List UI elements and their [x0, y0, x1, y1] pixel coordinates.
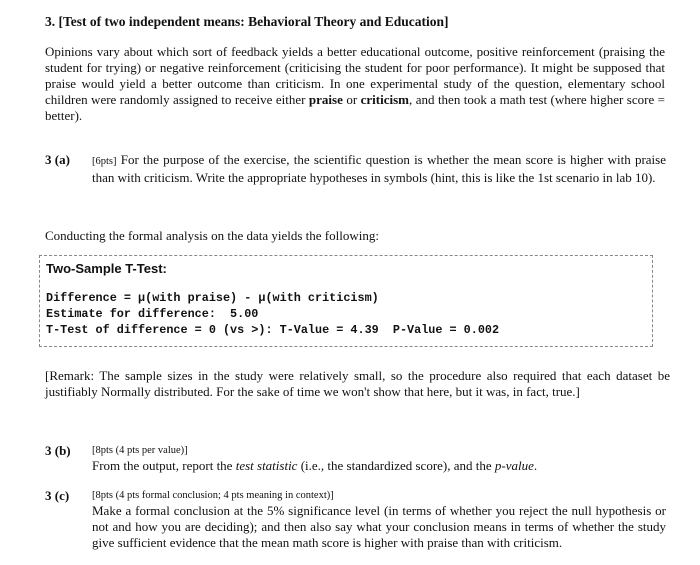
- part-a-number: 3 (a): [45, 152, 70, 167]
- ttest-output-line-difference: Difference = μ(with praise) - μ(with criticism): [46, 291, 379, 305]
- ttest-output-line-ttest: T-Test of difference = 0 (vs >): T-Value = 4.39 P-Value = 0.002: [46, 323, 500, 337]
- part-b-number: 3 (b): [45, 443, 71, 458]
- part-b-italic-p-value: p-value: [494, 458, 534, 473]
- part-a-points: [6pts]: [92, 156, 117, 167]
- intro-text-1: Opinions vary about which sort of feedback yields a better educational outcome, positive reinforcement (praising the student for trying) or negative reinforcement (criticising the student for poor performance). It might be supposed that praise would yield a better outcome than criticism. In one experimental study of the question, elementary school children were randomly assigned to receive either: [45, 44, 665, 107]
- part-c-number: 3 (c): [45, 488, 70, 503]
- ttest-output-box: [39, 255, 653, 347]
- question-title: 3. [Test of two independent means: Behavioral Theory and Education]: [45, 14, 449, 29]
- ttest-output-title: Two-Sample T-Test:: [46, 261, 167, 276]
- remark-text: [Remark: The sample sizes in the study were relatively small, so the procedure also required that each dataset be justifiably Normally distributed. For the sake of time we won't show that here, but it was, in fact, true.]: [45, 368, 670, 399]
- part-b-points: [8pts (4 pts per value)]: [92, 445, 188, 456]
- part-b-text-1: From the output, report the: [92, 458, 236, 473]
- intro-bold-praise: praise: [308, 92, 343, 107]
- conducting-text: Conducting the formal analysis on the data yields the following:: [45, 228, 379, 243]
- intro-bold-criticism: criticism: [360, 92, 409, 107]
- intro-text-3: , and then took a math test (where higher score = better).: [45, 92, 666, 123]
- part-c-text: Make a formal conclusion at the 5% significance level (in terms of whether you reject the null hypothesis or not and how you are deciding); and then also say what your conclusion means in terms of whether the study give sufficient evidence that the mean math score is higher with praise than with criticism.: [92, 503, 666, 550]
- part-a-text: [92, 152, 666, 186]
- intro-paragraph: [45, 44, 665, 124]
- part-c-points: [8pts (4 pts formal conclusion; 4 pts meaning in context)]: [92, 490, 334, 501]
- part-a-question: For the purpose of the exercise, the scientific question is whether the mean score is higher with praise than with criticism. Write the appropriate hypotheses in symbols (hint, this is like the 1st scenario in lab 10).: [92, 152, 666, 185]
- intro-text-2: or: [342, 92, 361, 107]
- part-b-text-3: .: [533, 458, 538, 473]
- ttest-output-line-estimate: Estimate for difference: 5.00: [46, 307, 259, 321]
- part-b-italic-test-statistic: test statistic: [235, 458, 298, 473]
- part-b-text: [92, 458, 666, 474]
- part-b-text-2: (i.e., the standardized score), and the: [297, 458, 495, 473]
